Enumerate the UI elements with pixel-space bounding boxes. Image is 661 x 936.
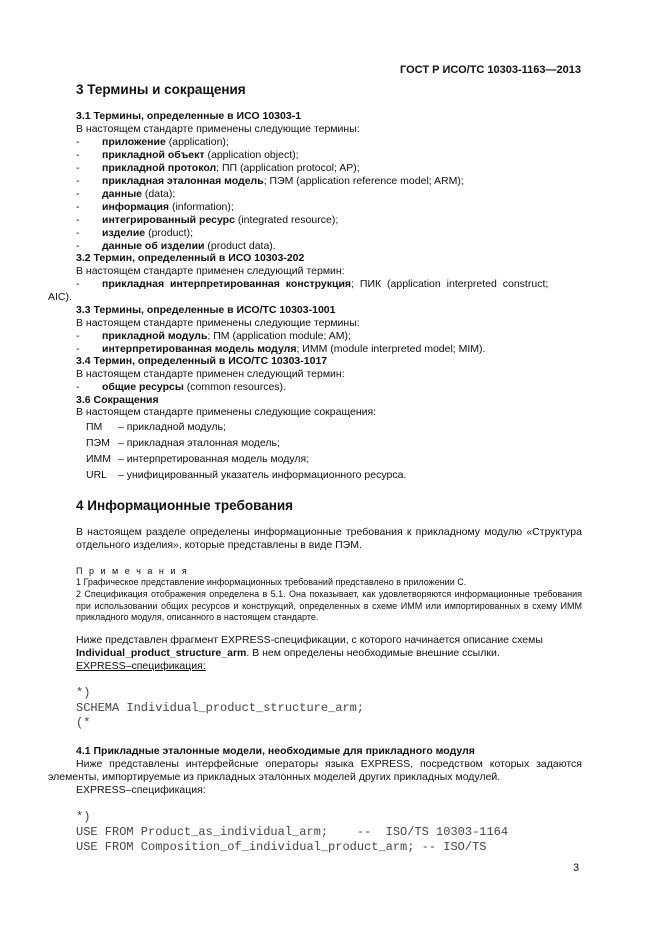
section-4-paragraph: В настоящем разделе определены информационные требования к прикладному модулю «Структура отдельного изделия», которые представлены в виде ПЭМ. [76, 526, 582, 551]
term-item: - прикладной модуль; ПМ (application module; AM); [76, 330, 351, 342]
express-intro-line: Ниже представлен фрагмент EXPRESS-спецификации, с которого начинается описание схемы [76, 634, 543, 646]
express-label: EXPRESS–спецификация: [76, 660, 206, 672]
code-line: (* [76, 716, 91, 730]
code-line: USE FROM Product_as_individual_arm; -- ISO/TS 10303-1164 [76, 825, 509, 839]
notes-title: П р и м е ч а н и я [76, 566, 189, 576]
code-line: *) [76, 686, 91, 700]
section-3-2-intro: В настоящем стандарте применен следующий термин: [76, 265, 345, 277]
term-item: - прикладная эталонная модель; ПЭМ (application reference model; ARM); [76, 175, 464, 187]
section-3-3-title: 3.3 Термины, определенные в ИСО/ТС 10303-1001 [76, 304, 336, 316]
term-item: - данные (data); [76, 188, 176, 200]
term-item: - интерпретированная модель модуля; ИММ (module interpreted model; MIM). [76, 343, 486, 355]
page-number: 3 [573, 862, 580, 874]
abbreviation-item: ПМ – прикладной модуль; [86, 421, 226, 433]
section-3-1-title: 3.1 Термины, определенные в ИСО 10303-1 [76, 110, 302, 122]
code-line: SCHEMA Individual_product_structure_arm; [76, 701, 365, 715]
abbreviation-item: URL – унифицированный указатель информационного ресурса. [86, 469, 407, 481]
section-3-4-title: 3.4 Термин, определенный в ИСО/ТС 10303-1017 [76, 355, 328, 367]
section-3-title: 3 Термины и сокращения [76, 82, 246, 97]
term-item: - прикладная интерпретированная конструкция; ПИК (application interpreted construct; [76, 278, 549, 290]
term-item: - прикладной протокол; ПП (application protocol; AP); [76, 162, 360, 174]
section-3-6-title: 3.6 Сокращения [76, 394, 159, 406]
code-line: USE FROM Composition_of_individual_product_arm; -- ISO/TS [76, 840, 487, 854]
section-3-6-intro: В настоящем стандарте применены следующие сокращения: [76, 406, 377, 418]
abbreviation-item: ИММ – интерпретированная модель модуля; [86, 453, 310, 465]
express-intro-line-2: Individual_product_structure_arm. В нем определены необходимые внешние ссылки. [76, 647, 500, 659]
term-continuation: AIC). [48, 291, 72, 303]
term-item: - интегрированный ресурс (integrated resource); [76, 214, 339, 226]
section-3-1-intro: В настоящем стандарте применены следующие термины: [76, 123, 360, 135]
term-item: - приложение (application); [76, 136, 229, 148]
note-2: 2 Спецификация отображения определена в 5.1. Она показывает, как удовлетворяются информационные требования при использовании общих ресурсов и конструкций, определенных в схеме ИММ или импортированных в схему ИММ прикладного модуля, описанного в настоящем стандарте. [76, 589, 582, 622]
section-4-1-title: 4.1 Прикладные эталонные модели, необходимые для прикладного модуля [76, 745, 475, 757]
section-4-1-paragraph: Ниже представлены интерфейсные операторы языка EXPRESS, посредством которых задаются элементы, импортируемые из прикладных эталонных моделей других прикладных модулей. [48, 758, 582, 783]
term-item: - информация (information); [76, 201, 234, 213]
abbreviation-item: ПЭМ – прикладная эталонная модель; [86, 437, 280, 449]
section-4-title: 4 Информационные требования [76, 498, 294, 513]
term-item: - изделие (product); [76, 227, 194, 239]
term-item: - данные об изделии (product data). [76, 240, 276, 252]
note-1: 1 Графическое представление информационных требований представлено в приложении С. [76, 577, 467, 587]
code-line: *) [76, 810, 91, 824]
term-item: - прикладной объект (application object); [76, 149, 299, 161]
section-3-3-intro: В настоящем стандарте применены следующие термины: [76, 317, 360, 329]
section-3-4-intro: В настоящем стандарте применен следующий термин: [76, 368, 345, 380]
express-label-2: EXPRESS–спецификация: [76, 784, 206, 796]
section-3-2-title: 3.2 Термин, определенный в ИСО 10303-202 [76, 252, 305, 264]
document-header: ГОСТ Р ИСО/ТС 10303-1163—2013 [400, 64, 581, 76]
term-item: - общие ресурсы (common resources). [76, 381, 286, 393]
